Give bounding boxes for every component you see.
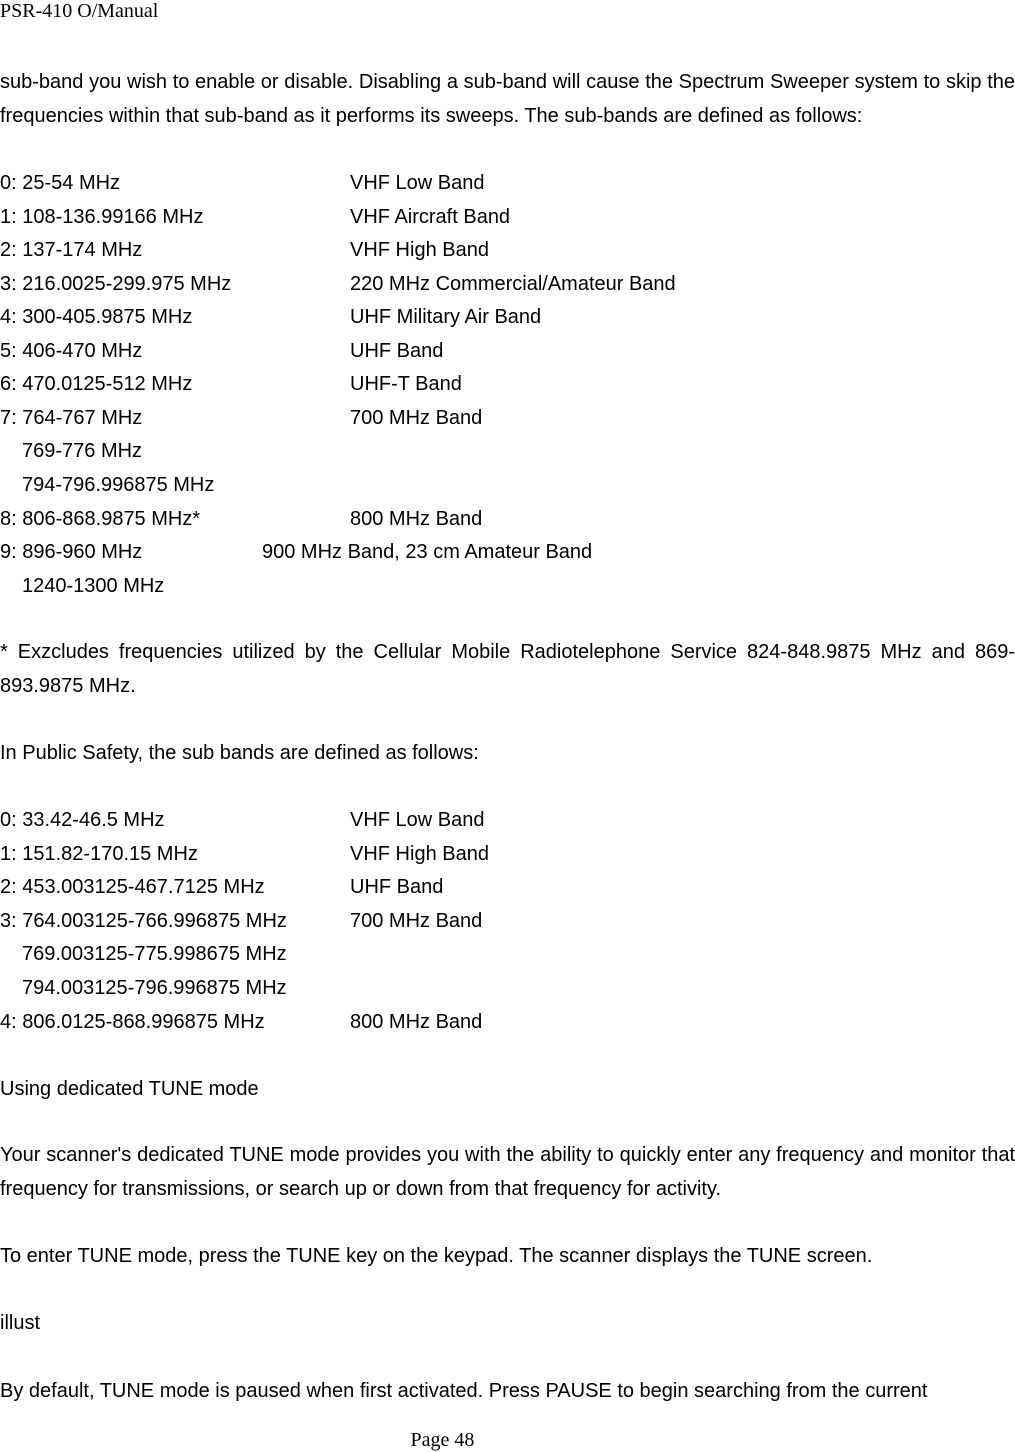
- ps-band-name: VHF Low Band: [350, 809, 485, 831]
- sub-band-name: 220 MHz Commercial/Amateur Band: [350, 273, 676, 295]
- ps-band-name: 800 MHz Band: [350, 1011, 483, 1033]
- sub-band-name: VHF Low Band: [350, 172, 485, 194]
- public-safety-intro: In Public Safety, the sub bands are defined as follows:: [0, 742, 479, 764]
- sub-band-freq: 9: 896-960 MHz: [0, 541, 143, 563]
- intro-paragraph: sub-band you wish to enable or disable. Disabling a sub-band will cause the Spectrum Sweeper system to skip the frequencies within that sub-band as it performs its sweeps. The sub-bands are defined as follows:: [0, 71, 1015, 127]
- sub-band-freq: 794-796.996875 MHz: [22, 474, 215, 496]
- page-header: PSR-410 O/Manual: [0, 0, 159, 22]
- ps-band-freq: 1: 151.82-170.15 MHz: [0, 843, 198, 865]
- sub-band-freq: 1: 108-136.99166 MHz: [0, 206, 204, 228]
- sub-band-freq: 8: 806-868.9875 MHz*: [0, 508, 201, 530]
- sub-band-freq: 2: 137-174 MHz: [0, 239, 143, 261]
- sub-band-freq: 1240-1300 MHz: [22, 575, 165, 597]
- closing-paragraph: By default, TUNE mode is paused when first activated. Press PAUSE to begin searching from the current: [0, 1380, 928, 1402]
- illustration-placeholder: illust: [0, 1312, 41, 1334]
- ps-band-freq: 4: 806.0125-868.996875 MHz: [0, 1011, 265, 1033]
- ps-band-freq: 0: 33.42-46.5 MHz: [0, 809, 165, 831]
- sub-band-freq: 4: 300-405.9875 MHz: [0, 306, 193, 328]
- sub-band-freq: 769-776 MHz: [22, 440, 143, 462]
- sub-band-name: VHF Aircraft Band: [350, 206, 511, 228]
- sub-band-name: 800 MHz Band: [350, 508, 483, 530]
- ps-band-freq: 3: 764.003125-766.996875 MHz: [0, 910, 287, 932]
- ps-band-freq: 769.003125-775.998675 MHz: [22, 943, 287, 965]
- tune-paragraph: Your scanner's dedicated TUNE mode provides you with the ability to quickly enter any frequency and monitor that frequency for transmissions, or search up or down from that frequency for activity.: [0, 1144, 1015, 1200]
- sub-band-freq: 0: 25-54 MHz: [0, 172, 121, 194]
- ps-band-freq: 794.003125-796.996875 MHz: [22, 977, 287, 999]
- page-number: Page 48: [410, 1429, 475, 1451]
- sub-band-freq: 6: 470.0125-512 MHz: [0, 373, 193, 395]
- sub-band-name: UHF-T Band: [350, 373, 462, 395]
- ps-band-name: 700 MHz Band: [350, 910, 483, 932]
- footnote: * Exzcludes frequencies utilized by the Cellular Mobile Radiotelephone Service 824-848.9875 MHz and 869-893.9875 MHz.: [0, 641, 1015, 697]
- sub-band-freq: 3: 216.0025-299.975 MHz: [0, 273, 232, 295]
- sub-band-name: 900 MHz Band, 23 cm Amateur Band: [262, 541, 593, 563]
- tune-enter-paragraph: To enter TUNE mode, press the TUNE key on the keypad. The scanner displays the TUNE screen.: [0, 1245, 873, 1267]
- sub-band-name: UHF Military Air Band: [350, 306, 542, 328]
- ps-band-name: VHF High Band: [350, 843, 489, 865]
- tune-heading: Using dedicated TUNE mode: [0, 1078, 259, 1100]
- sub-band-name: 700 MHz Band: [350, 407, 483, 429]
- ps-band-freq: 2: 453.003125-467.7125 MHz: [0, 876, 265, 898]
- sub-band-name: VHF High Band: [350, 239, 489, 261]
- sub-band-freq: 7: 764-767 MHz: [0, 407, 143, 429]
- ps-band-name: UHF Band: [350, 876, 444, 898]
- sub-band-name: UHF Band: [350, 340, 444, 362]
- sub-band-freq: 5: 406-470 MHz: [0, 340, 143, 362]
